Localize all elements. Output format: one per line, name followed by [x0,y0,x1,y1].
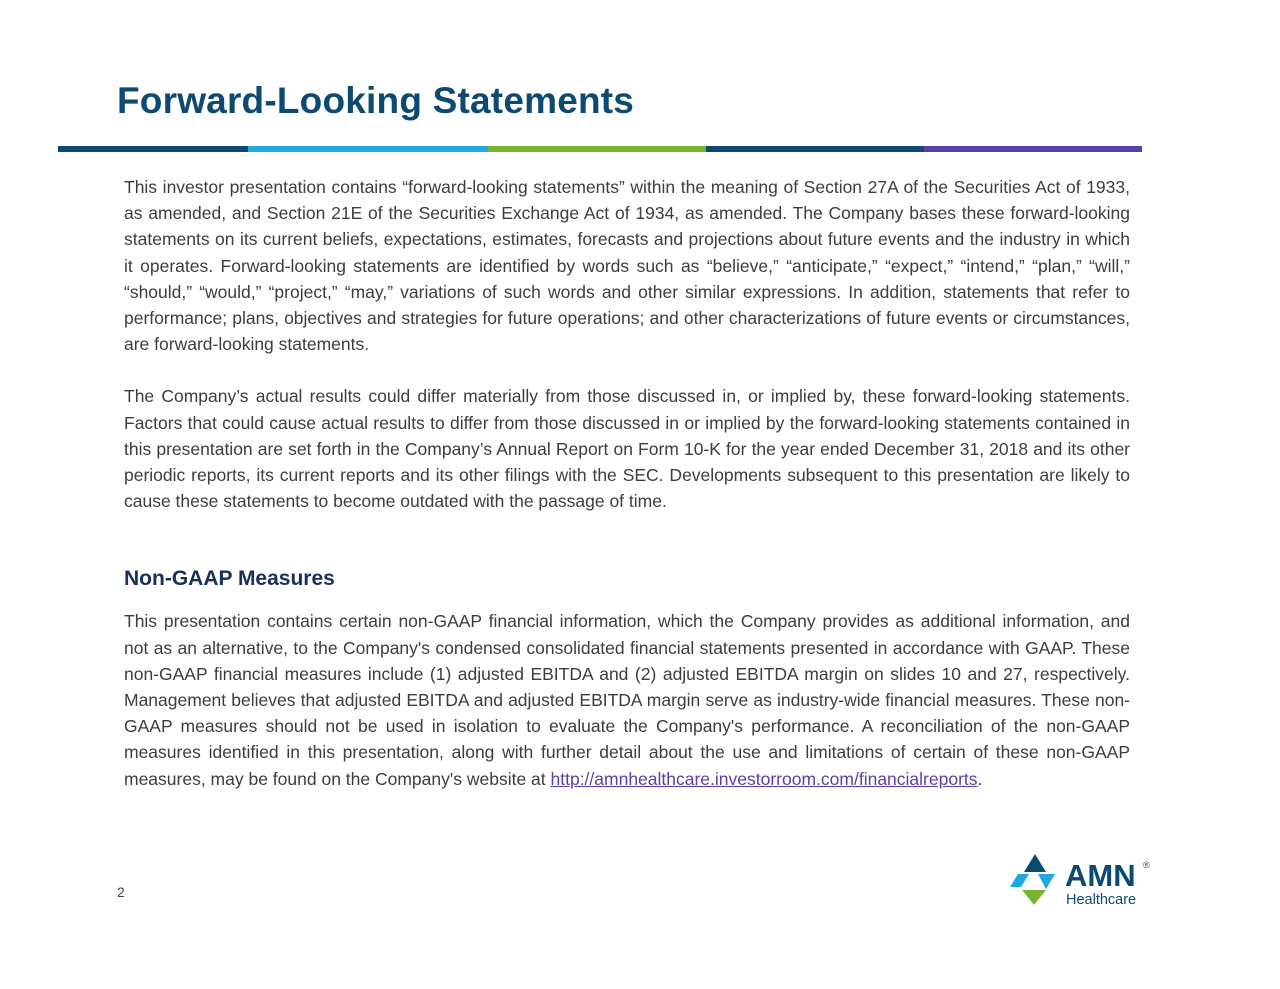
non-gaap-heading: Non-GAAP Measures [124,567,335,591]
slide-body [124,174,1130,792]
color-bar-segment-sky [248,146,488,152]
non-gaap-paragraph [124,608,1130,791]
forward-looking-paragraph-2: The Company’s actual results could differ materially from those discussed in, or implied by, these forward-looking statements. Factors that could cause actual results to differ from those discussed in or implied by the forward-looking statements contained in this presentation are set forth in the Company’s Annual Report on Form 10-K for the year ended December 31, 2018 and its other periodic reports, its current reports and its other filings with the SEC. Developments subsequent to this presentation are likely to cause these statements to become outdated with the passage of time. [124,386,1130,512]
logo-name: AMN [1065,858,1136,893]
logo-mark-left [1010,874,1029,887]
logo-registered-mark: ® [1143,860,1150,870]
color-bar-segment-purple [924,146,1142,152]
forward-looking-paragraph-1: This investor presentation contains “forward-looking statements” within the meaning of Section 27A of the Securities Act of 1933, as amended, and Section 21E of the Securities Exchange Act of 1934, as amended. The Company bases these forward-looking statements on its current beliefs, expectations, estimates, forecasts and projections about future events and the industry in which it operates. Forward-looking statements are identified by words such as “believe,” “anticipate,” “expect,” “intend,” “plan,” “will,” “should,” “would,” “project,” “may,” variations of such words and other similar expressions. In addition, statements that refer to performance; plans, objectives and strategies for future operations; and other characterizations of future events or circumstances, are forward-looking statements. [124,177,1130,355]
page-title: Forward-Looking Statements [117,80,635,121]
color-bar-segment-green [488,146,706,152]
amn-healthcare-logo [1008,852,1158,908]
amn-logo-icon [1008,852,1158,908]
color-bar-segment-navy-2 [706,146,924,152]
logo-subtitle: Healthcare [1066,892,1137,908]
link-suffix: . [977,768,983,789]
non-gaap-text: This presentation contains certain non-GAAP financial information, which the Company provides as additional information, and not as an alternative, to the Company's condensed consolidated financial statements presented in accordance with GAAP. These non-GAAP financial measures include (1) adjusted EBITDA and (2) adjusted EBITDA margin on slides 10 and 27, respectively. Management believes that adjusted EBITDA and adjusted EBITDA margin serve as industry-wide financial measures. These non-GAAP measures should not be used in isolation to evaluate the Company's performance. A reconciliation of the non-GAAP measures identified in this presentation, along with further detail about the use and limitations of certain of these non-GAAP measures, may be found on the Company's [124,611,1130,789]
title-color-bar [58,146,1142,152]
logo-mark-right [1038,874,1055,889]
page-number: 2 [117,884,125,900]
color-bar-segment-navy [58,146,248,152]
logo-mark-top [1024,854,1046,872]
website-prefix: website at [466,768,551,789]
logo-mark-bottom [1022,890,1046,905]
financial-reports-link[interactable]: http://amnhealthcare.investorroom.com/financialreports [550,768,978,789]
